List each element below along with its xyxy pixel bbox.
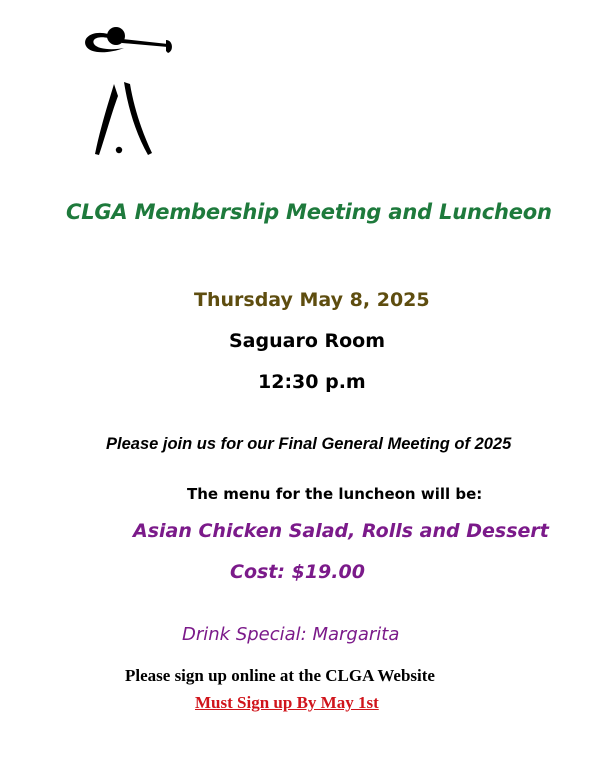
menu-cost: Cost: $19.00 xyxy=(230,561,365,583)
signup-instruction: Please sign up online at the CLGA Website xyxy=(125,666,435,685)
golfer-icon xyxy=(78,24,178,159)
drink-special: Drink Special: Margarita xyxy=(182,624,400,645)
menu-intro: The menu for the luncheon will be: xyxy=(187,485,483,503)
event-time: 12:30 p.m xyxy=(258,371,366,393)
event-location: Saguaro Room xyxy=(229,330,386,352)
signup-deadline: Must Sign up By May 1st xyxy=(195,693,379,712)
event-title: CLGA Membership Meeting and Luncheon xyxy=(66,200,552,224)
invitation-text: Please join us for our Final General Meeting of 2025 xyxy=(106,435,512,453)
event-date: Thursday May 8, 2025 xyxy=(194,289,430,311)
menu-items: Asian Chicken Salad, Rolls and Dessert xyxy=(133,520,549,542)
